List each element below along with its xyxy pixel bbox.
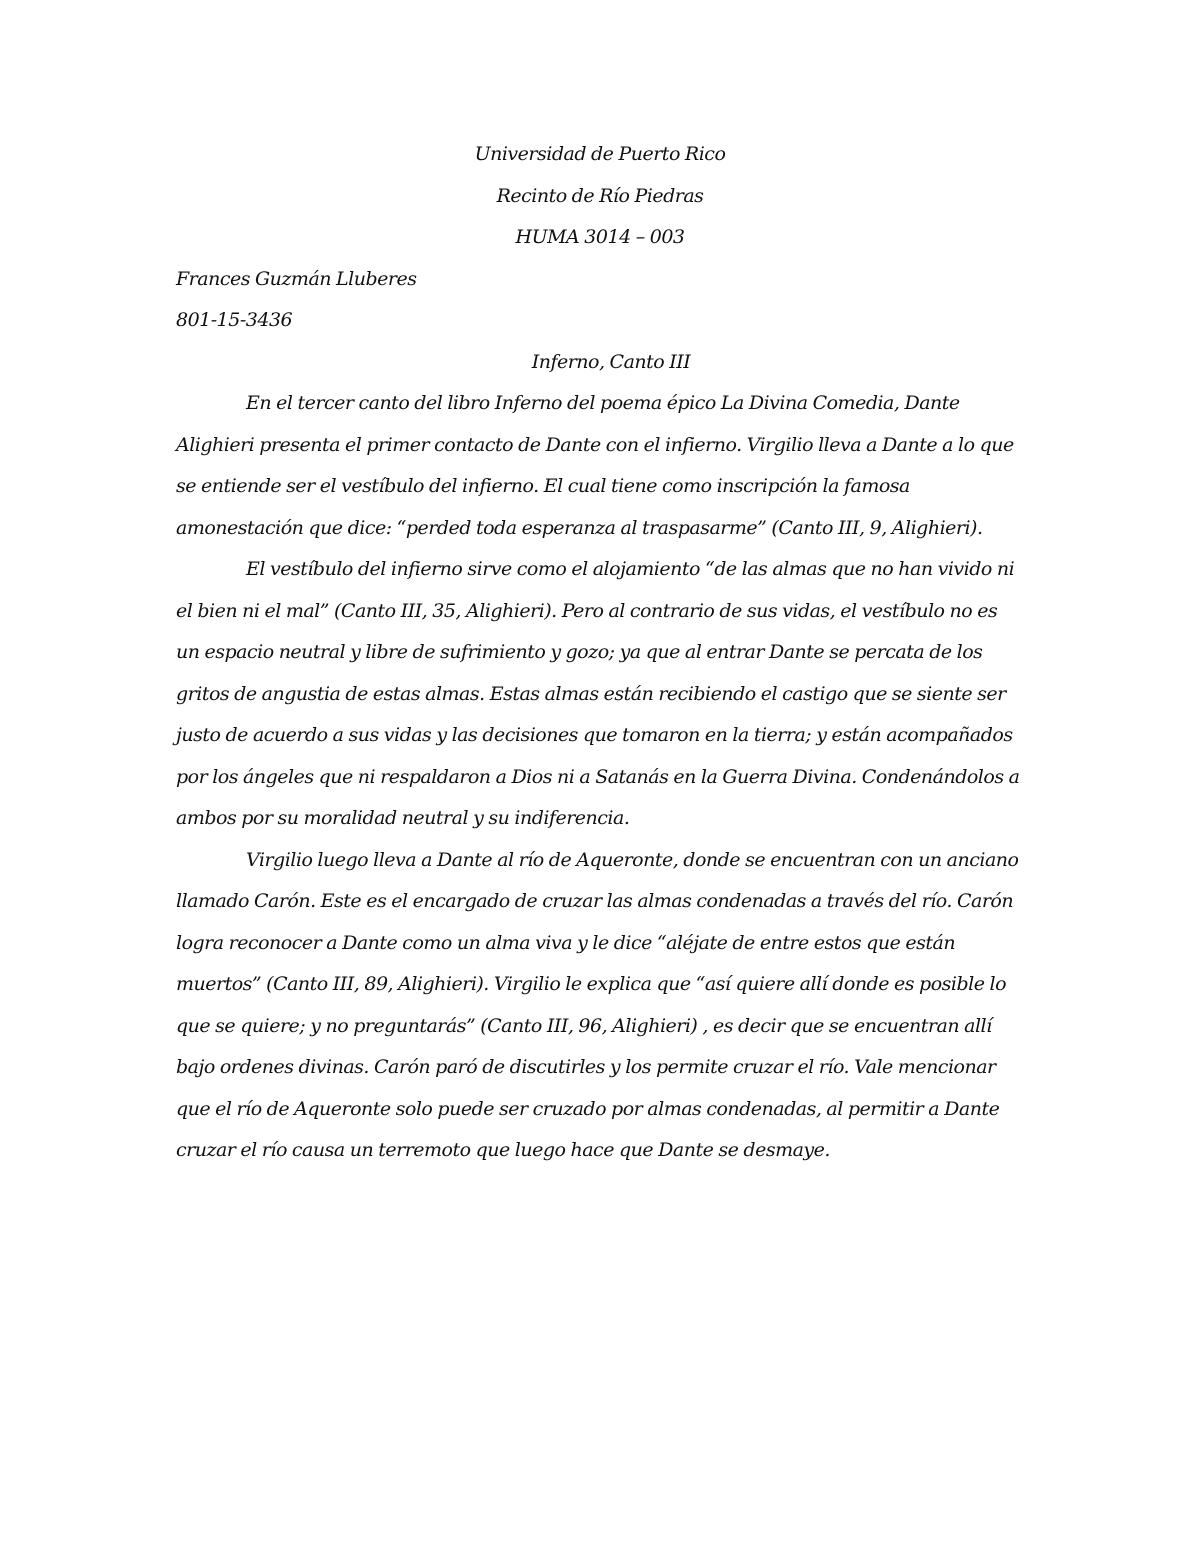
- paragraph-2: El vestíbulo del infierno sirve como el alojamiento “de las almas que no han vivido ni el bien ni el mal” (Canto III, 35, Alighieri). Pero al contrario de sus vidas, el vestíbulo no es un espacio neutral y libre de sufrimiento y gozo; ya que al entrar Dante se percata de los gritos de angustia de estas almas. Estas almas están recibiendo el castigo que se siente ser justo de acuerdo a sus vidas y las decisiones que tomaron en la tierra; y están acompañados por los ángeles que ni respaldaron a Dios ni a Satanás en la Guerra Divina. Condenándolos a ambos por su moralidad neutral y su indiferencia.: [176, 558, 1020, 829]
- paragraph-3: Virgilio luego lleva a Dante al río de Aqueronte, donde se encuentran con un anciano llamado Carón. Este es el encargado de cruzar las almas condenadas a través del río. Carón logra reconocer a Dante como un alma viva y le dice “aléjate de entre estos que están muertos” (Canto III, 89, Alighieri). Virgilio le explica que “así quiere allí donde es posible lo que se quiere; y no preguntarás” (Canto III, 96, Alighieri) , es decir que se encuentran allí bajo ordenes divinas. Carón paró de discutirles y los permite cruzar el río. Vale mencionar que el río de Aqueronte solo puede ser cruzado por almas condenadas, al permitir a Dante cruzar el río causa un terremoto que luego hace que Dante se desmaye.: [176, 848, 1019, 1161]
- university-name: Universidad de Puerto Rico: [474, 143, 726, 165]
- paragraph-1: En el tercer canto del libro Inferno del poema épico La Divina Comedia, Dante Alighieri presenta el primer contacto de Dante con el infierno. Virgilio lleva a Dante a lo que se entiende ser el vestíbulo del infierno. El cual tiene como inscripción la famosa amonestación que dice: “perded toda esperanza al traspasarme” (Canto III, 9, Alighieri).: [176, 392, 1014, 539]
- campus-name: Recinto de Río Piedras: [496, 184, 704, 207]
- document-body: [176, 134, 1024, 1172]
- essay-title: Inferno, Canto III: [531, 350, 691, 373]
- author-name: Frances Guzmán Lluberes: [176, 267, 417, 290]
- course-code: HUMA 3014 – 003: [515, 226, 685, 248]
- student-id: 801-15-3436: [176, 309, 293, 331]
